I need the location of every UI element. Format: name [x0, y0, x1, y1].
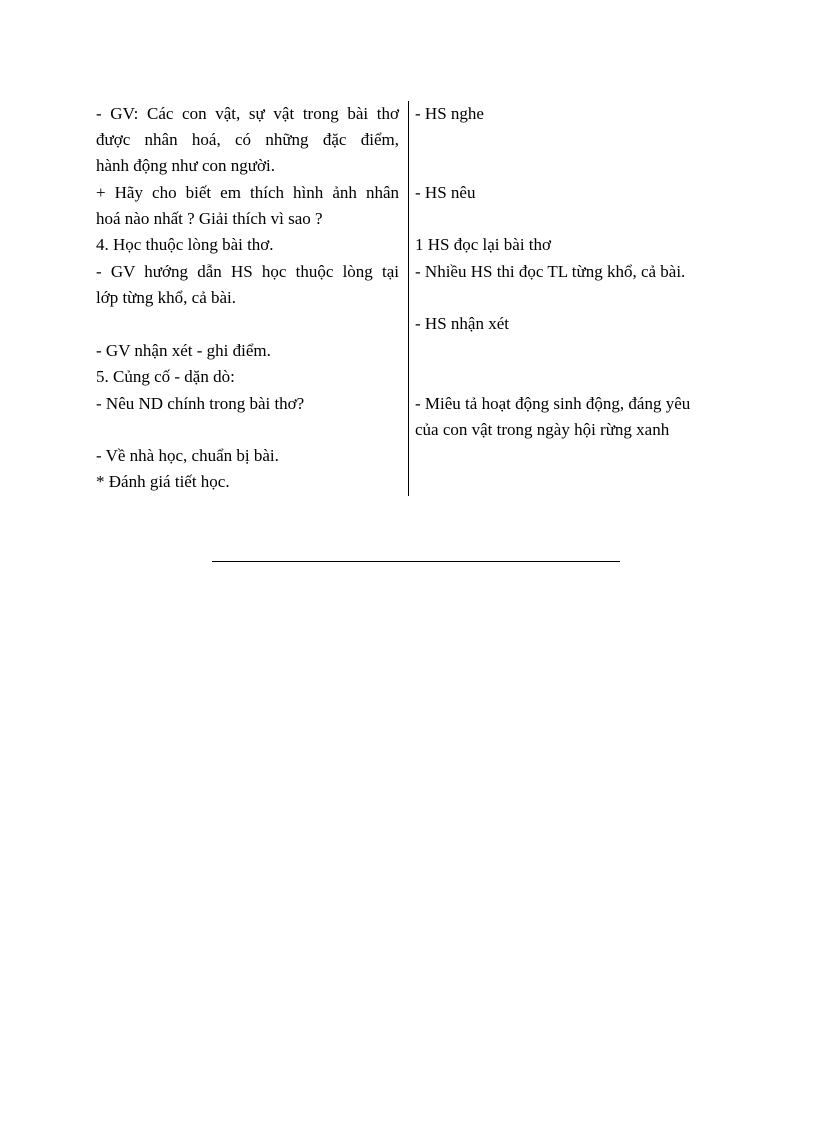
text-line: - GV hướng dẫn HS học thuộc lòng tại [96, 262, 399, 281]
text-line: + Hãy cho biết em thích hình ảnh nhân [96, 183, 399, 202]
text-line: được nhân hoá, có những đặc điểm, [96, 130, 399, 149]
text-line: 5. Củng cố - dặn dò: [96, 367, 235, 386]
text-line: * Đánh giá tiết học. [96, 472, 230, 491]
text-line: - HS nghe [415, 104, 484, 123]
text-line: hành động như con người. [96, 156, 275, 175]
text-line: 4. Học thuộc lòng bài thơ. [96, 235, 274, 254]
text-line: lớp từng khổ, cả bài. [96, 288, 237, 307]
column-divider [408, 101, 409, 496]
text-line: - HS nêu [415, 183, 476, 202]
end-separator-rule [212, 561, 620, 562]
text-line: hoá nào nhất ? Giải thích vì sao ? [96, 209, 323, 228]
text-line: 1 HS đọc lại bài thơ [415, 235, 551, 254]
text-line: của con vật trong ngày hội rừng xanh [415, 420, 670, 439]
text-line: - HS nhận xét [415, 314, 509, 333]
text-line: - Về nhà học, chuẩn bị bài. [96, 446, 279, 465]
text-line: - GV nhận xét - ghi điểm. [96, 341, 271, 360]
text-line: - Miêu tả hoạt động sinh động, đáng yêu [415, 394, 691, 413]
text-line: - Nhiều HS thi đọc TL từng khổ, cả bài. [415, 262, 686, 281]
text-line: - GV: Các con vật, sự vật trong bài thơ [96, 104, 399, 123]
text-line: - Nêu ND chính trong bài thơ? [96, 394, 305, 413]
